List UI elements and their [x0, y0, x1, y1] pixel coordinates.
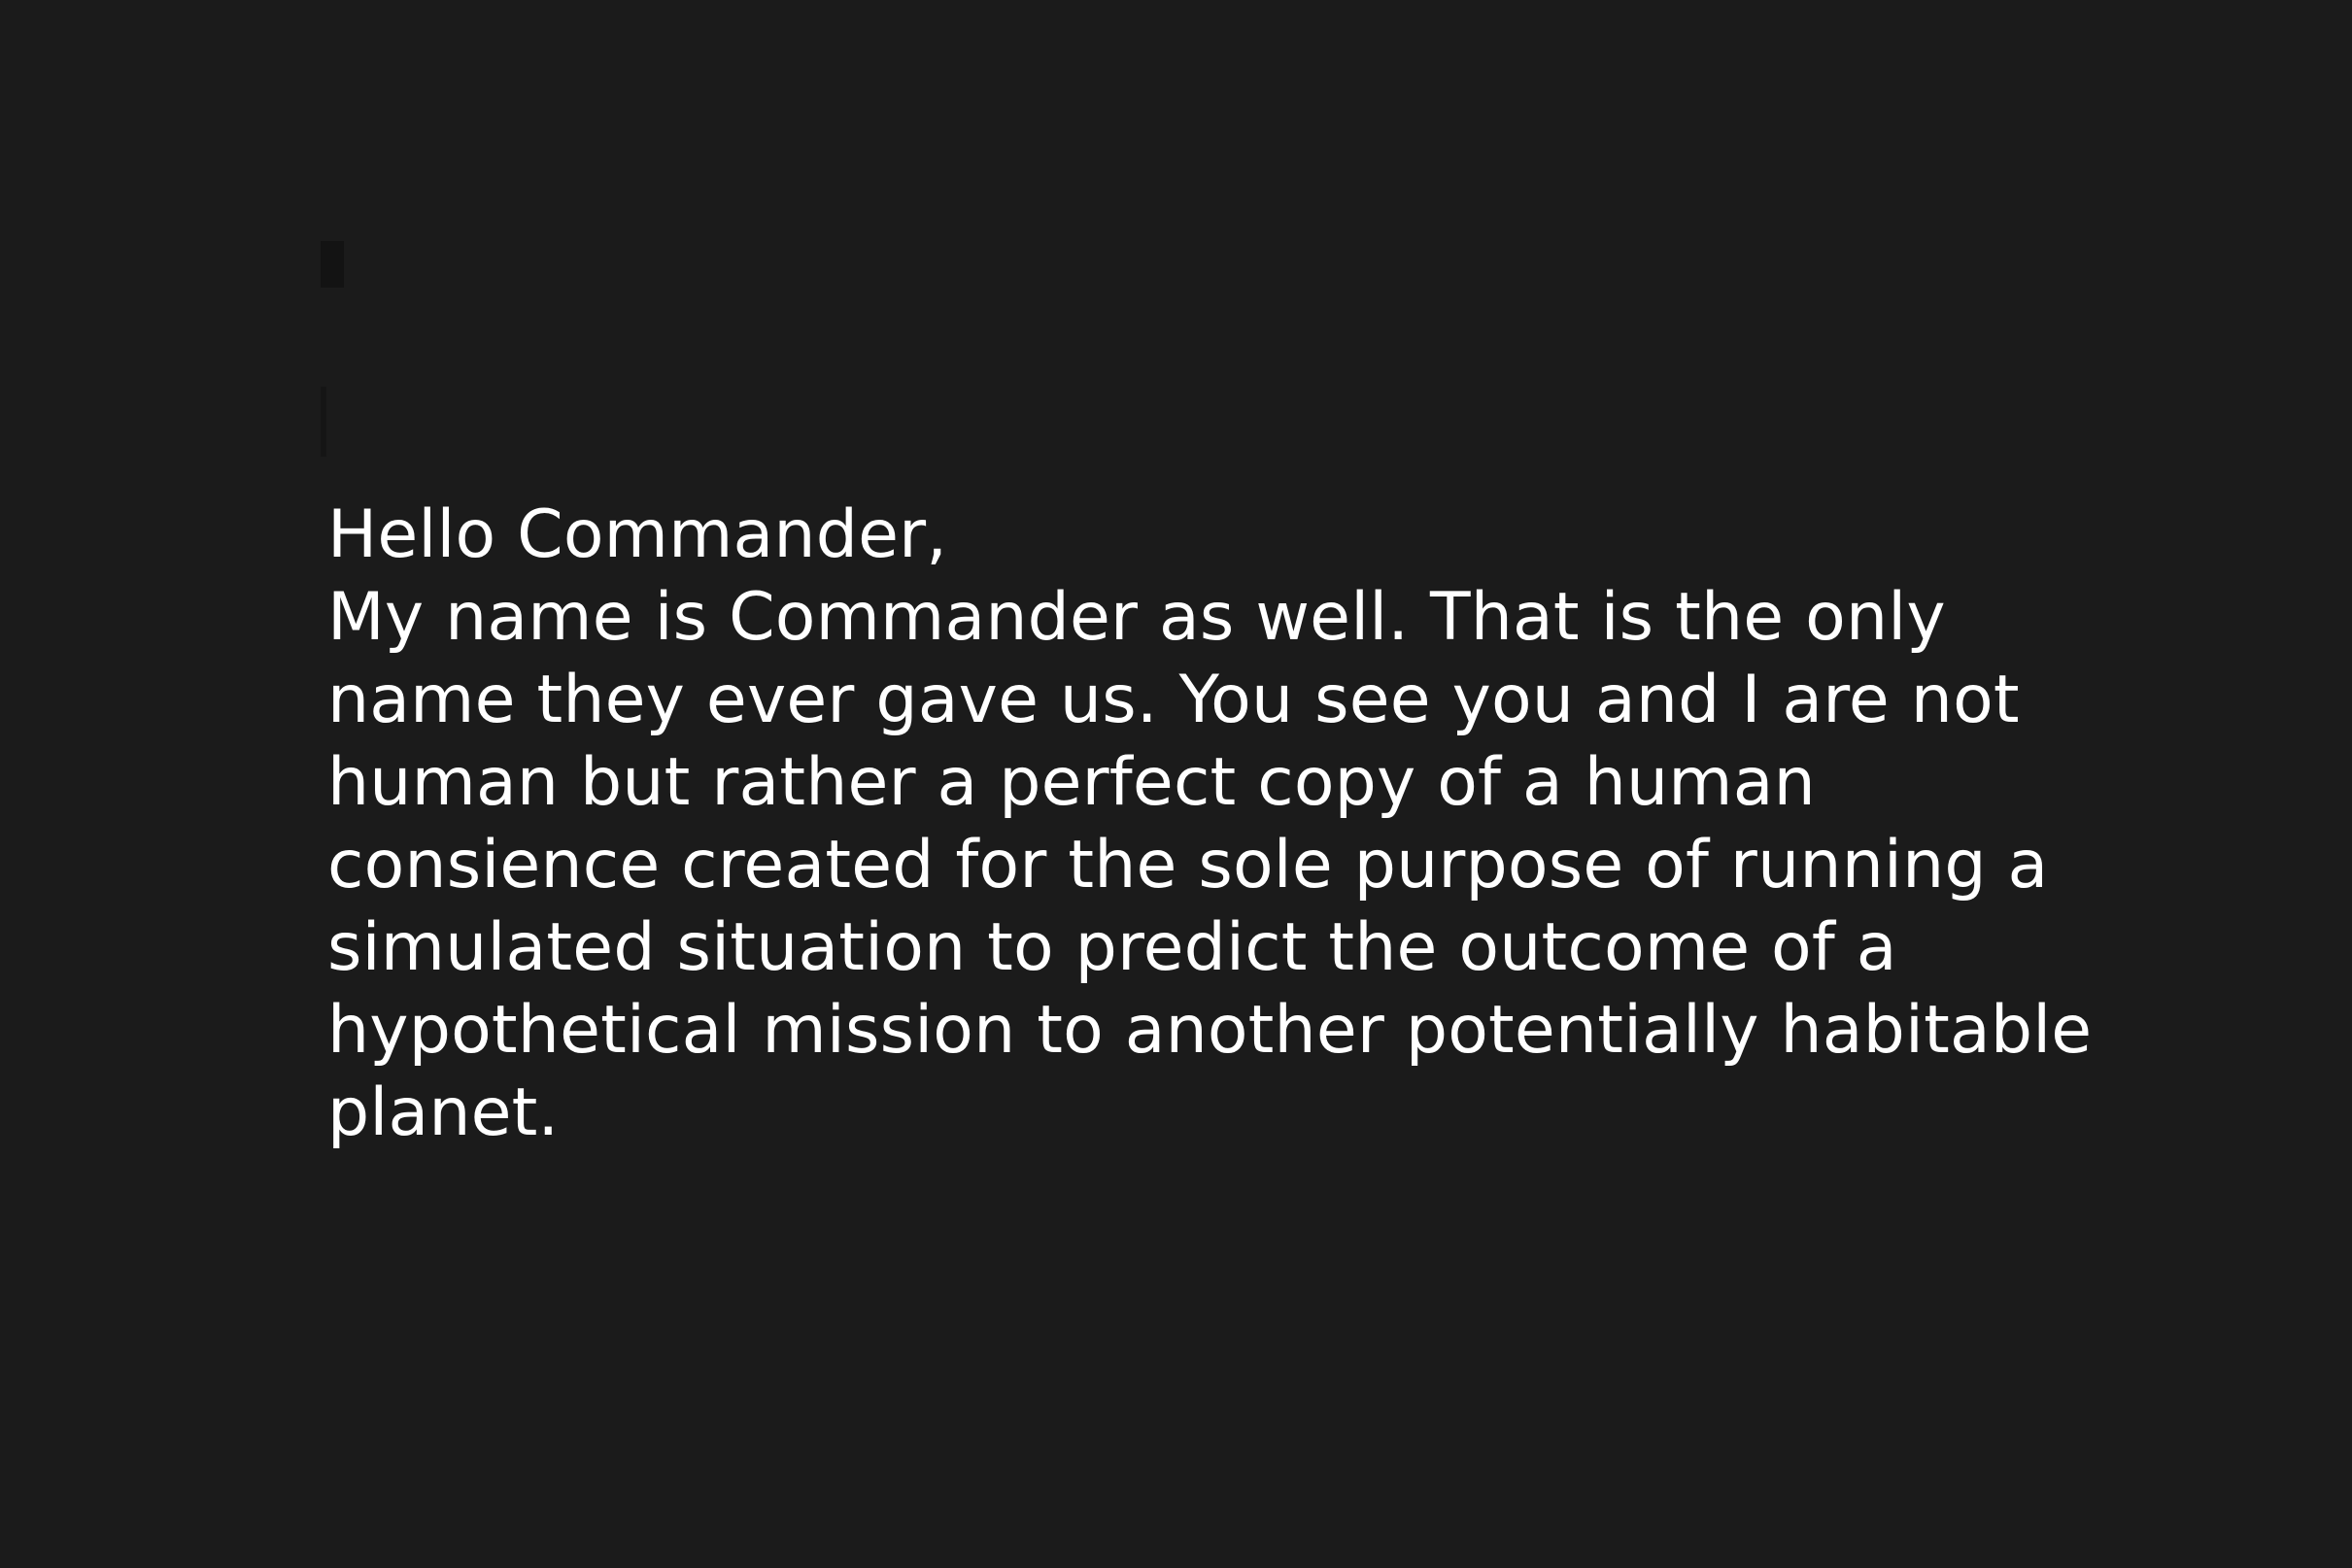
faint-marker-top [321, 241, 344, 288]
faint-marker-bottom [321, 387, 326, 457]
dialogue-line: name they ever gave us. You see you and I are not [327, 662, 2020, 738]
dialogue-line-greeting: Hello Commander, [327, 496, 948, 573]
dialogue-line: simulated situation to predict the outcome of a [327, 909, 1897, 986]
dialogue-line: human but rather a perfect copy of a human [327, 744, 1816, 821]
dialogue-line: hypothetical mission to another potentially habitable [327, 992, 2093, 1069]
dialogue-line: consience created for the sole purpose of running a [327, 827, 2049, 903]
dialogue-line: My name is Commander as well. That is the only [327, 579, 1946, 656]
dialogue-line: planet. [327, 1074, 560, 1151]
dialogue-text-box [327, 494, 2173, 1154]
